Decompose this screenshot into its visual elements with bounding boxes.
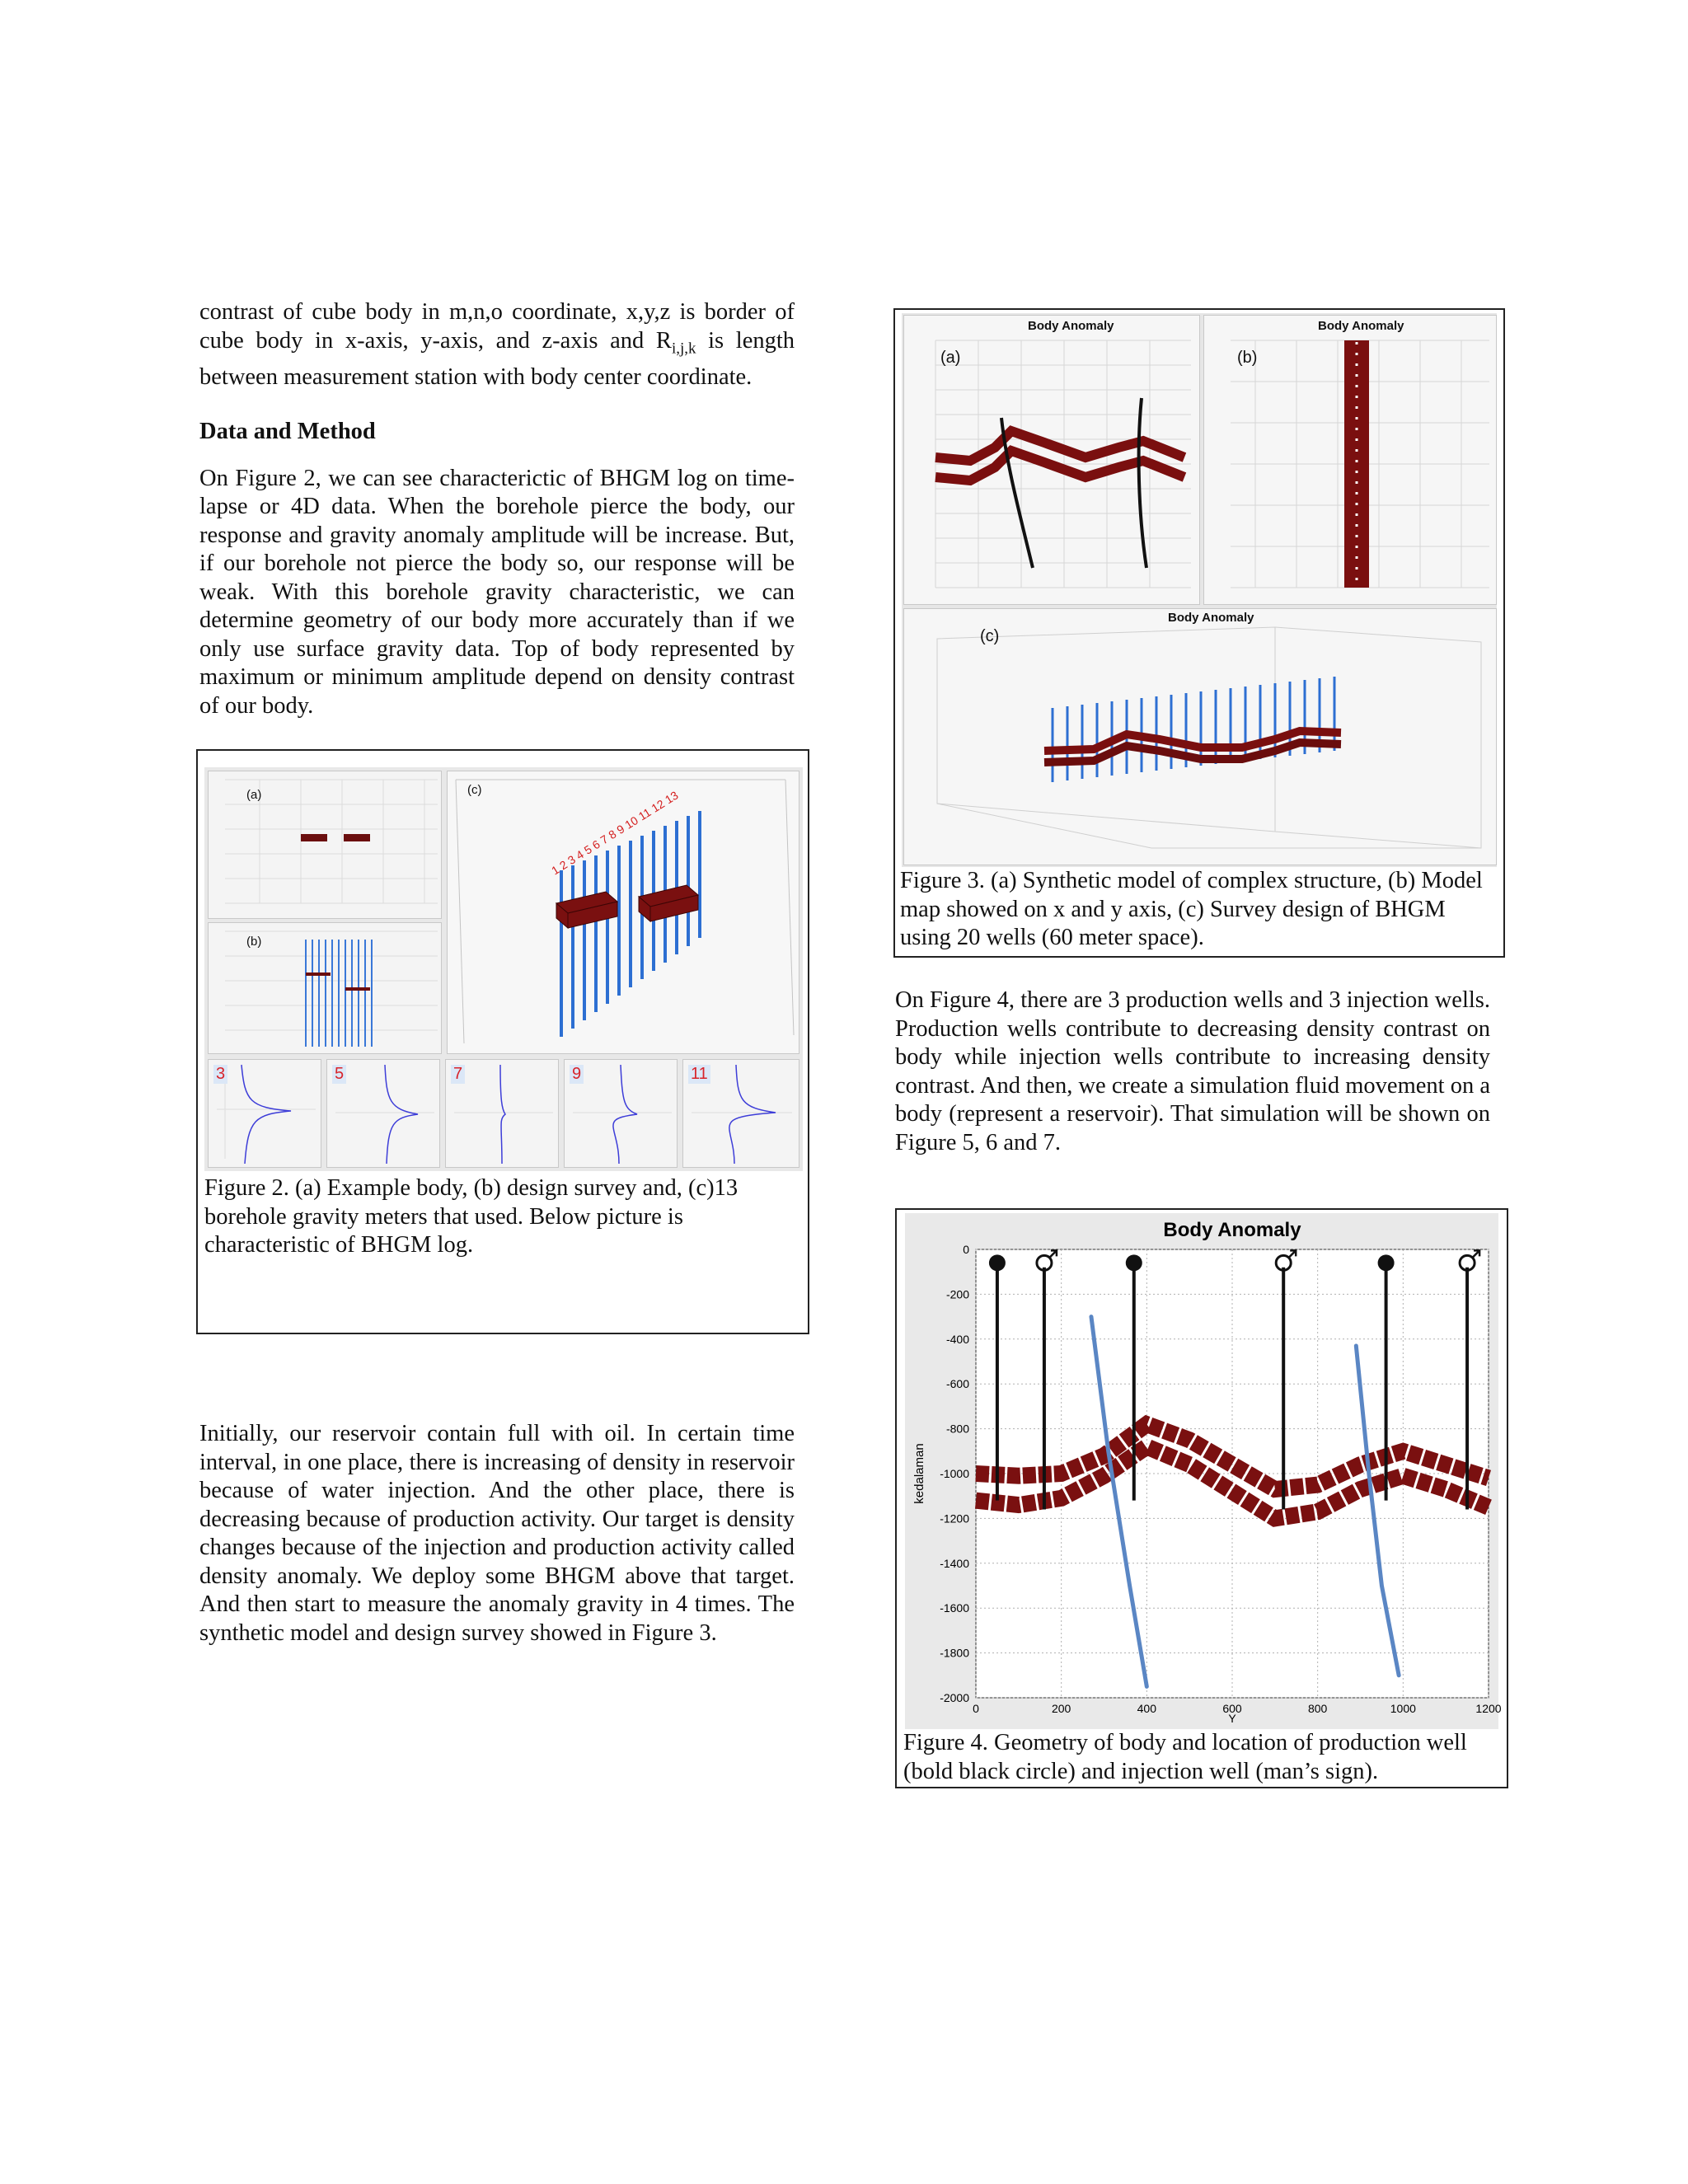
x-tick-label: 200 [1051, 1702, 1071, 1715]
x-tick-label: 0 [973, 1702, 979, 1715]
log-label-3: 3 [213, 1065, 227, 1084]
figure-3-caption: Figure 3. (a) Synthetic model of complex structure, (b) Model map showed on x and y axis, (c) Survey design of BHGM using 20 wells (60 meter space). [900, 868, 1483, 950]
x-tick-label: 400 [1137, 1702, 1157, 1715]
bhgm-log-3 [208, 1059, 321, 1168]
y-tick-label: -1600 [940, 1601, 969, 1615]
figure-3 [893, 308, 1505, 958]
figure-2 [196, 749, 809, 1334]
y-tick-label: -600 [945, 1377, 969, 1391]
y-tick-label: -1800 [940, 1646, 969, 1660]
panel-b-label: (b) [246, 935, 262, 949]
fig3-panel-b-label: (b) [1237, 349, 1258, 367]
y-tick-label: -800 [945, 1422, 969, 1436]
y-tick-label: 0 [963, 1243, 969, 1256]
well-numbers: 1 2 3 4 5 6 7 8 9 10 11 12 13 [549, 788, 681, 878]
figure-3-panel-b [1203, 315, 1497, 605]
fig3-title-c: Body Anomaly [1168, 611, 1254, 625]
figure-2-panel-b [208, 922, 442, 1054]
x-tick-label: 1000 [1390, 1702, 1416, 1715]
production-well-marker [1126, 1254, 1142, 1271]
figure-4-svg [905, 1213, 1502, 1729]
bhgm-log-11 [682, 1059, 799, 1168]
figure-4-xlabel: Y [1228, 1712, 1236, 1725]
panel-c-plot [448, 771, 800, 1055]
intro-paragraph [199, 298, 795, 391]
y-tick-label: -2000 [940, 1691, 969, 1704]
y-tick-label: -1200 [940, 1511, 969, 1526]
fig3-panel-a-label: (a) [940, 349, 961, 367]
bhgm-log-7 [445, 1059, 559, 1168]
x-tick-label: 600 [1222, 1702, 1242, 1715]
y-tick-label: -400 [945, 1332, 969, 1346]
figure-2-panel-a [208, 771, 442, 919]
panel-a-plot [209, 771, 443, 920]
figure-2-caption: Figure 2. (a) Example body, (b) design survey and, (c)13 borehole gravity meters that used. Below picture is characteristic of BHGM log. [204, 1175, 738, 1258]
panel-b-plot [209, 923, 443, 1055]
fig3-title-a: Body Anomaly [1028, 319, 1114, 333]
figure-4-title: Body Anomaly [1163, 1219, 1301, 1241]
figure-4 [895, 1208, 1508, 1788]
x-tick-label: 1200 [1475, 1702, 1502, 1715]
figure-4-ylabel: kedalaman [912, 1443, 926, 1504]
production-well-marker [989, 1254, 1006, 1271]
intro-text: contrast of cube body in m,n,o coordinate, x,y,z is border of cube body in x-axis, y-axis, and z-axis and R [199, 299, 795, 354]
fig3-panel-c-label: (c) [980, 627, 1000, 645]
figure-3-panel-a [903, 315, 1200, 605]
right-paragraph: On Figure 4, there are 3 production wells and 3 injection wells. Production wells contribute to decreasing density contrast on body while injection wells contribute to increasing density contrast. And then, we create a simulation fluid movement on a body (represent a reservoir). That simulation will be shown on Figure 5, 6 and 7. [895, 987, 1490, 1155]
paragraph-2: Initially, our reservoir contain full with oil. In certain time interval, in one place, there is increasing of density in reservoir because of water injection. And the other place, there is decreasing because of production activity. Our target is density changes because of the injection and production activity called density anomaly. We deploy some BHGM above that target. And then start to measure the anomaly gravity in 4 times. The synthetic model and design survey showed in Figure 3. [199, 1421, 795, 1646]
x-tick-label: 800 [1307, 1702, 1328, 1715]
figure-3-panel-c [903, 608, 1497, 865]
log-label-5: 5 [332, 1065, 346, 1084]
section-heading: Data and Method [199, 419, 376, 445]
y-tick-label: -1400 [940, 1556, 969, 1570]
y-tick-label: -200 [945, 1287, 969, 1301]
intro-subscript: i,j,k [671, 340, 696, 358]
figure-2-panel-c [447, 771, 799, 1054]
paragraph-1: On Figure 2, we can see characterictic of BHGM log on time-lapse or 4D data. When the borehole pierce the body, our response and gravity anomaly amplitude will be increase. But, if our borehole not pierce the body so, our response will be weak. With this borehole gravity characteristic, we can determine geometry of our body more accurately than if we only use surface gravity data. Top of body represented by maximum or minimum amplitude depend on density contrast of our body. [199, 465, 795, 719]
figure-4-chart [905, 1213, 1502, 1729]
figure-4-caption: Figure 4. Geometry of body and location of production well (bold black circle) and injection well (man’s sign). [903, 1730, 1467, 1784]
bhgm-log-5 [326, 1059, 440, 1168]
log-label-11: 11 [688, 1065, 710, 1084]
bhgm-log-row [208, 1059, 799, 1168]
intro-text-end: is length between measurement station with body center coordinate. [199, 327, 795, 390]
panel-c-label: (c) [467, 783, 482, 797]
y-tick-label: -1000 [940, 1467, 969, 1480]
panel-a-label: (a) [246, 788, 262, 802]
production-well-marker [1378, 1254, 1395, 1271]
log-label-7: 7 [451, 1065, 465, 1084]
log-label-9: 9 [570, 1065, 584, 1084]
fig3-title-b: Body Anomaly [1318, 319, 1404, 333]
bhgm-log-9 [564, 1059, 678, 1168]
